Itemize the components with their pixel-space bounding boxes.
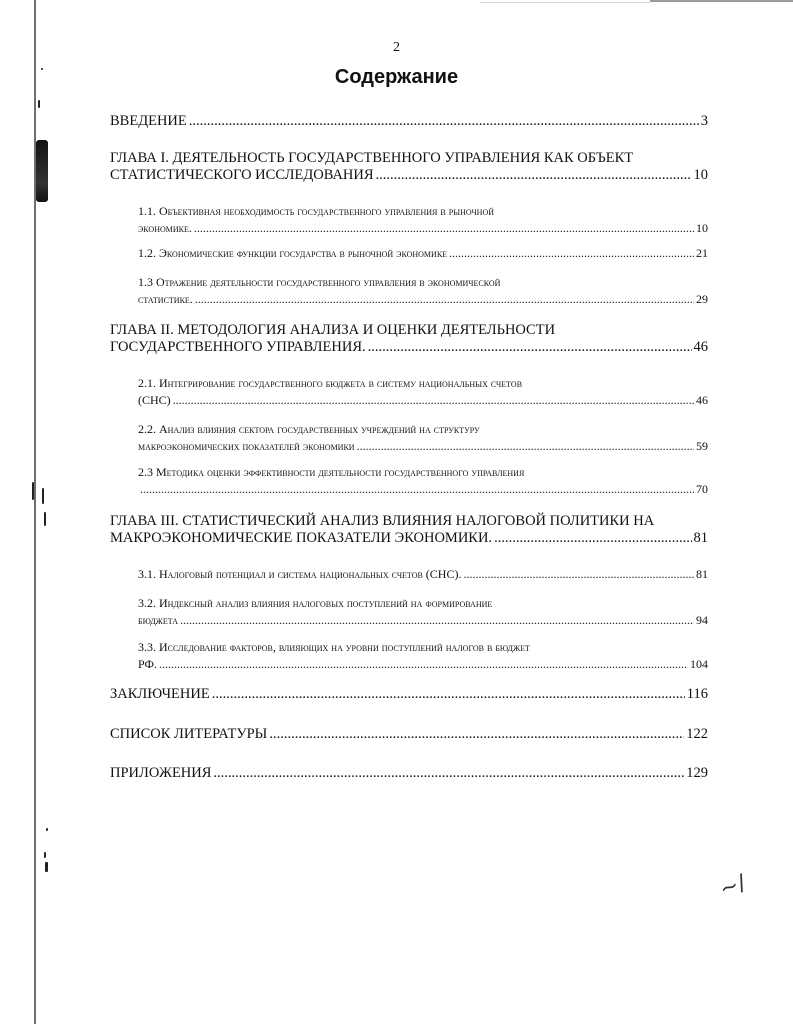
toc-entry-title: ВВЕДЕНИЕ: [110, 113, 187, 129]
toc-page-number: 10: [693, 167, 708, 183]
toc-entry-title-line2: МАКРОЭКОНОМИЧЕСКИЕ ПОКАЗАТЕЛИ ЭКОНОМИКИ.: [110, 530, 493, 546]
toc-entry-title-line1: 2.3 Методика оценки эффективности деятельности государственного управления: [138, 465, 525, 479]
dot-leader: [269, 726, 684, 743]
toc-entry-section-2-1[interactable]: [138, 375, 708, 409]
toc-page-number: 3: [700, 113, 708, 129]
toc-page-number: 70: [696, 482, 708, 496]
toc-entry-bibliography[interactable]: [110, 726, 708, 743]
toc-entry-title-line2: статистике.: [138, 292, 193, 306]
dot-leader: [376, 167, 692, 184]
toc-entry-section-3-3[interactable]: [138, 639, 708, 673]
dot-leader: [212, 686, 685, 703]
toc-page-number: 59: [696, 439, 708, 453]
toc-entry-title: ПРИЛОЖЕНИЯ: [110, 765, 212, 781]
toc-entry-title-line2: бюджета: [138, 613, 178, 627]
toc-entry-chapter-2[interactable]: [110, 322, 708, 356]
toc-entry-title-line1: 1.3 Отражение деятельности государственного управления в экономической: [138, 275, 501, 289]
toc-entry-section-1-3[interactable]: [138, 274, 708, 308]
toc-entry-title-line1: 2.2. Анализ влияния сектора государственных учреждений на структуру: [138, 422, 480, 436]
toc-entry-conclusion[interactable]: [110, 686, 708, 703]
toc-entry-title-line2: (СНС): [138, 393, 171, 407]
dot-leader: [194, 220, 694, 237]
page-number: 2: [393, 40, 400, 55]
toc-page-number: 116: [686, 686, 708, 702]
dot-leader: [189, 113, 699, 130]
toc-page-number: 129: [686, 765, 708, 781]
toc-entry-title: ЗАКЛЮЧЕНИЕ: [110, 686, 210, 702]
pencil-mark: ~/: [716, 870, 750, 903]
toc-entry-title: СПИСОК ЛИТЕРАТУРЫ: [110, 726, 268, 742]
dot-leader: [173, 392, 694, 409]
dot-leader: [159, 656, 688, 673]
toc-entry-title-line2: экономике.: [138, 221, 192, 235]
toc-page-number: 46: [696, 393, 708, 407]
page-title: Содержание: [334, 66, 459, 88]
toc-entry-title-line1: 3.2. Индексный анализ влияния налоговых поступлений на формирование: [138, 596, 493, 610]
toc-entry-title-line2: ГОСУДАРСТВЕННОГО УПРАВЛЕНИЯ.: [110, 339, 366, 355]
toc-entry-title-line2: макроэкономических показателей экономики: [138, 439, 355, 453]
toc-entry-section-2-2[interactable]: [138, 421, 708, 455]
toc-entry-title: 3.1. Налоговый потенциал и система национальных счетов (СНС).: [138, 567, 462, 581]
toc-entry-title-line1: ГЛАВА II. МЕТОДОЛОГИЯ АНАЛИЗА И ОЦЕНКИ ДЕЯТЕЛЬНОСТИ: [110, 322, 556, 338]
toc-page-number: 122: [686, 726, 708, 742]
toc-entry-title-line1: ГЛАВА I. ДЕЯТЕЛЬНОСТЬ ГОСУДАРСТВЕННОГО УПРАВЛЕНИЯ КАК ОБЪЕКТ: [110, 150, 634, 166]
toc-entry-intro[interactable]: [110, 113, 708, 130]
dot-leader: [463, 566, 694, 583]
toc-page-number: 29: [696, 292, 708, 306]
toc-page-number: 81: [696, 567, 708, 581]
toc-entry-section-1-2[interactable]: [138, 245, 708, 262]
toc-entry-chapter-1[interactable]: [110, 150, 708, 184]
toc-entry-title-line1: 1.1. Объективная необходимость государственного управления в рыночной: [138, 204, 495, 218]
toc-page-number: 10: [696, 221, 708, 235]
toc-entry-title-line1: 2.1. Интегрирование государственного бюджета в систему национальных счетов: [138, 376, 523, 390]
toc-entry-chapter-3[interactable]: [110, 513, 708, 547]
toc-entry-title-line1: 3.3. Исследование факторов, влияющих на уровни поступлений налогов в бюджет: [138, 640, 530, 654]
toc-entry-title-line2: СТАТИСТИЧЕСКОГО ИССЛЕДОВАНИЯ: [110, 167, 374, 183]
toc-entry-section-3-1[interactable]: [138, 566, 708, 583]
toc-entry-title: 1.2. Экономические функции государства в рыночной экономике: [138, 246, 448, 260]
toc-page-number: 81: [693, 530, 708, 546]
dot-leader: [368, 339, 692, 356]
toc-entry-appendix[interactable]: [110, 765, 708, 782]
dot-leader: [213, 765, 684, 782]
toc-page-number: 104: [690, 657, 708, 671]
toc-entry-section-2-3[interactable]: [138, 464, 708, 498]
dot-leader: [494, 530, 691, 547]
toc-page-number: 21: [696, 246, 708, 260]
dot-leader: [357, 438, 694, 455]
dot-leader: [195, 291, 694, 308]
toc-page-number: 46: [693, 339, 708, 355]
toc-page-number: 94: [696, 613, 708, 627]
dot-leader: [140, 481, 694, 498]
toc-entry-section-1-1[interactable]: [138, 203, 708, 237]
toc-entry-title-line2: РФ.: [138, 657, 157, 671]
dot-leader: [180, 612, 694, 629]
dot-leader: [449, 245, 694, 262]
toc-entry-title-line1: ГЛАВА III. СТАТИСТИЧЕСКИЙ АНАЛИЗ ВЛИЯНИЯ НАЛОГОВОЙ ПОЛИТИКИ НА: [110, 513, 655, 529]
toc-entry-section-3-2[interactable]: [138, 595, 708, 629]
